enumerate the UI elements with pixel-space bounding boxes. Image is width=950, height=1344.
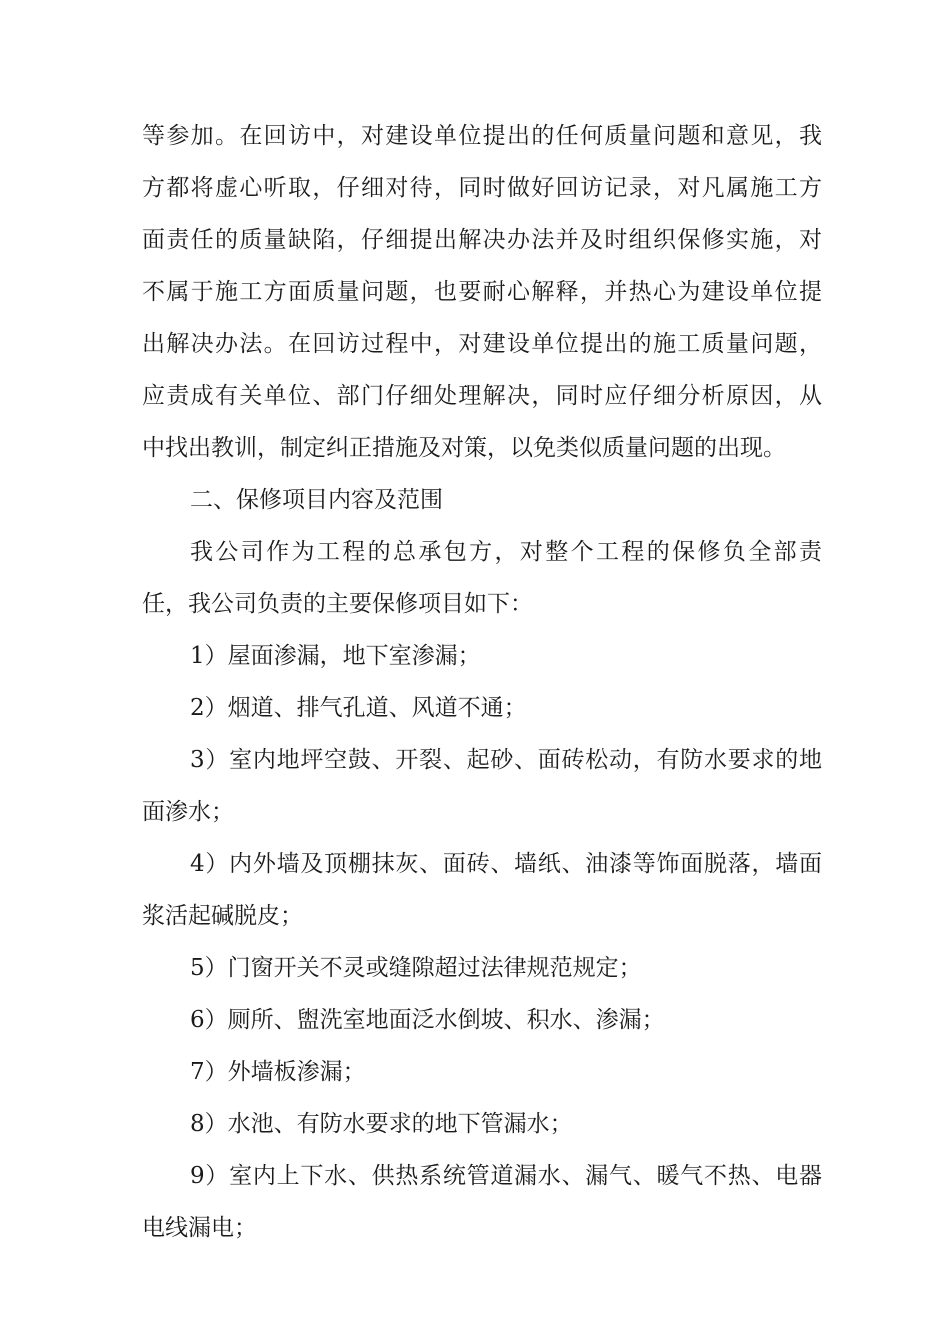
list-item: 3）室内地坪空鼓、开裂、起砂、面砖松动，有防水要求的地 (190, 747, 822, 773)
list-item-continuation: 电线漏电； (142, 1215, 257, 1241)
paragraph-line: 中找出教训，制定纠正措施及对策，以免类似质量问题的出现。 (142, 435, 786, 461)
paragraph-line: 等参加。在回访中，对建设单位提出的任何质量问题和意见，我 (142, 123, 822, 149)
paragraph-line: 任，我公司负责的主要保修项目如下： (142, 591, 533, 617)
paragraph-line: 不属于施工方面质量问题，也要耐心解释，并热心为建设单位提 (142, 279, 822, 305)
list-item: 6）厕所、盥洗室地面泛水倒坡、积水、渗漏； (190, 1007, 665, 1033)
list-item: 7）外墙板渗漏； (190, 1059, 366, 1085)
paragraph-line: 应责成有关单位、部门仔细处理解决，同时应仔细分析原因，从 (142, 383, 822, 409)
list-item: 4）内外墙及顶棚抹灰、面砖、墙纸、油漆等饰面脱落，墙面 (190, 851, 822, 877)
list-item: 5）门窗开关不灵或缝隙超过法律规范规定； (190, 955, 642, 981)
section-heading: 二、保修项目内容及范围 (190, 487, 443, 513)
paragraph-line: 方都将虚心听取，仔细对待，同时做好回访记录，对凡属施工方 (142, 175, 822, 201)
list-item: 9）室内上下水、供热系统管道漏水、漏气、暖气不热、电器 (190, 1163, 822, 1189)
list-item: 8）水池、有防水要求的地下管漏水； (190, 1111, 573, 1137)
paragraph-line: 我公司作为工程的总承包方，对整个工程的保修负全部责 (190, 539, 822, 565)
paragraph-line: 面责任的质量缺陷，仔细提出解决办法并及时组织保修实施，对 (142, 227, 822, 253)
paragraph-line: 出解决办法。在回访过程中，对建设单位提出的施工质量问题， (142, 331, 822, 357)
list-item: 2）烟道、排气孔道、风道不通； (190, 695, 527, 721)
list-item-continuation: 面渗水； (142, 799, 234, 825)
list-item: 1）屋面渗漏，地下室渗漏； (190, 643, 481, 669)
list-item-continuation: 浆活起碱脱皮； (142, 903, 303, 929)
